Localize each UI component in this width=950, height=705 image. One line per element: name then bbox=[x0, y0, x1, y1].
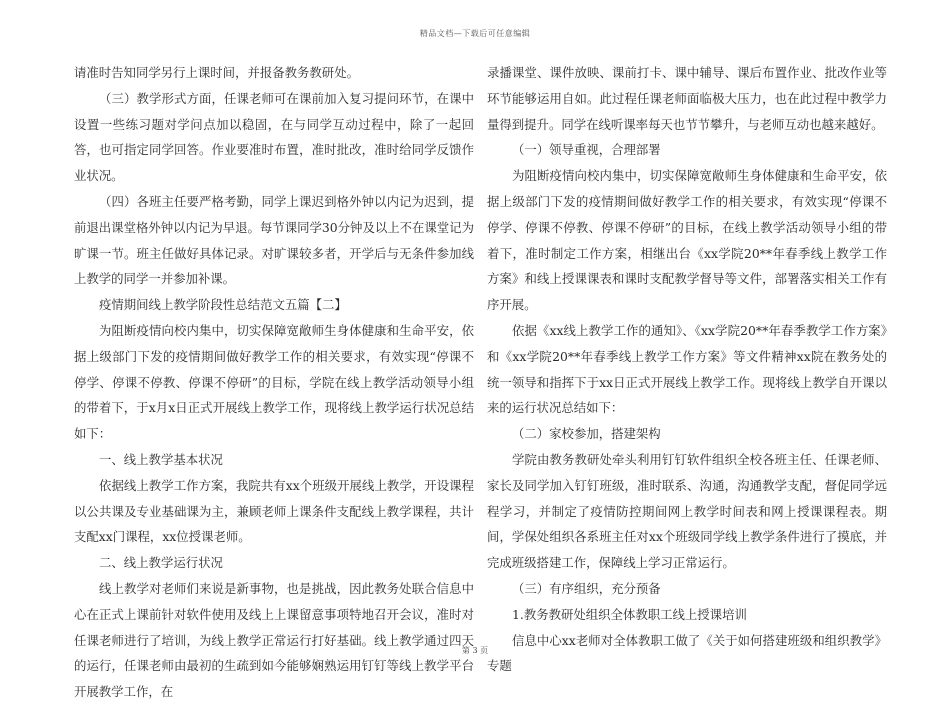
paragraph: （三）教学形式方面，任课老师可在课前加入复习提问环节，在课中设置一些练习题对学问点加以稳固，在与同学互动过程中，除了一起回答，也可指定同学回答。作业要准时布置，准时批改，准时给同学反馈作业状况。 bbox=[74, 90, 474, 184]
paragraph: （四）各班主任要严格考勤，同学上课迟到格外钟以内记为迟到，提前退出课堂格外钟以内记为早退。每节课同学30分钟及以上不在课堂记为旷课一节。班主任做好具体记录。对旷课较多者，开学后与无条件参加线上教学的同学一并参加补课。 bbox=[74, 193, 474, 287]
paragraph: 学院由教务教研处牵头利用钉钉软件组织全校各班主任、任课老师、家长及同学加入钉钉班级，准时联系、沟通，沟通教学支配，督促同学远程学习，并制定了疫情防控期间网上教学时间表和网上授课课程表。期间，学保处组织各系班主任对xx个班级同学线上教学条件进行了摸底，并完成班级搭建工作，保障线上学习正常运行。 bbox=[487, 451, 887, 571]
page-header: 精品文档—下载后可任意编辑 bbox=[419, 29, 531, 38]
page-number: 第 3 页 bbox=[461, 646, 489, 655]
paragraph: 一、线上教学基本状况 bbox=[99, 451, 223, 467]
right-column bbox=[487, 60, 887, 679]
paragraph: 录播课堂、课件放映、课前打卡、课中辅导、课后布置作业、批改作业等环节能够运用自如。此过程任课老师面临极大压力，也在此过程中教学力量得到提升。同学在线听课率每天也节节攀升，与老师互动也越来越好。 bbox=[487, 65, 887, 132]
paragraph: 信息中心xx老师对全体教职工做了《关于如何搭建班级和组织教学》专题 bbox=[487, 632, 887, 674]
paragraph: 1.教务教研处组织全体教职工线上授课培训 bbox=[512, 606, 747, 622]
paragraph: （二）家校参加，搭建架构 bbox=[512, 426, 661, 442]
paragraph: 线上教学对老师们来说是新事物，也是挑战，因此教务处联合信息中心在正式上课前针对软件使用及线上上课留意事项特地召开会议，准时对任课老师进行了培训，为线上教学正常运行打好基础。线上教学通过四天的运行，任课老师由最初的生疏到如今能够娴熟运用钉钉等线上教学平台开展教学工作，在 bbox=[74, 580, 474, 700]
paragraph: （三）有序组织，充分预备 bbox=[512, 580, 661, 596]
paragraph: （一）领导重视，合理部署 bbox=[512, 142, 661, 158]
paragraph: 请准时告知同学另行上课时间，并报备教务教研处。 bbox=[74, 65, 359, 80]
paragraph: 依据线上教学工作方案，我院共有xx个班级开展线上教学，开设课程以公共课及专业基础课为主，兼顾老师上课条件支配线上教学课程，共计支配xx门课程，xx位授课老师。 bbox=[74, 477, 474, 545]
paragraph: 依据《xx线上教学工作的通知》、《xx学院20**年春季教学工作方案》和《xx学院20**年春季线上教学工作方案》等文件精神xx院在教务处的统一领导和指挥下于xx日正式开展线上教学工作。现将线上教学自开课以来的运行状况总结如下： bbox=[487, 322, 887, 416]
paragraph: 为阻断疫情向校内集中，切实保障宽敞师生身体健康和生命平安，依据上级部门下发的疫情期间做好教学工作的相关要求，有效实现“停课不停学、停课不停教、停课不停研”的目标，学院在线上教学活动领导小组的带着下，于x月x日正式开展线上教学工作，现将线上教学运行状况总结如下： bbox=[74, 322, 474, 442]
paragraph: 为阻断疫情向校内集中，切实保障宽敞师生身体健康和生命平安，依据上级部门下发的疫情期间做好教学工作的相关要求，有效实现“停课不停学、停课不停教、停课不停研”的目标，在线上教学活动领导小组的带着下，准时制定工作方案，相继出台《xx学院20**年春季线上教学工作方案》和线上授课课表和课时支配教学督导等文件，部署落实相关工作有序开展。 bbox=[487, 168, 887, 313]
paragraph: 二、线上教学运行状况 bbox=[99, 555, 223, 571]
left-column bbox=[74, 60, 474, 705]
paragraph: 疫情期间线上教学阶段性总结范文五篇【二】 bbox=[99, 297, 347, 313]
